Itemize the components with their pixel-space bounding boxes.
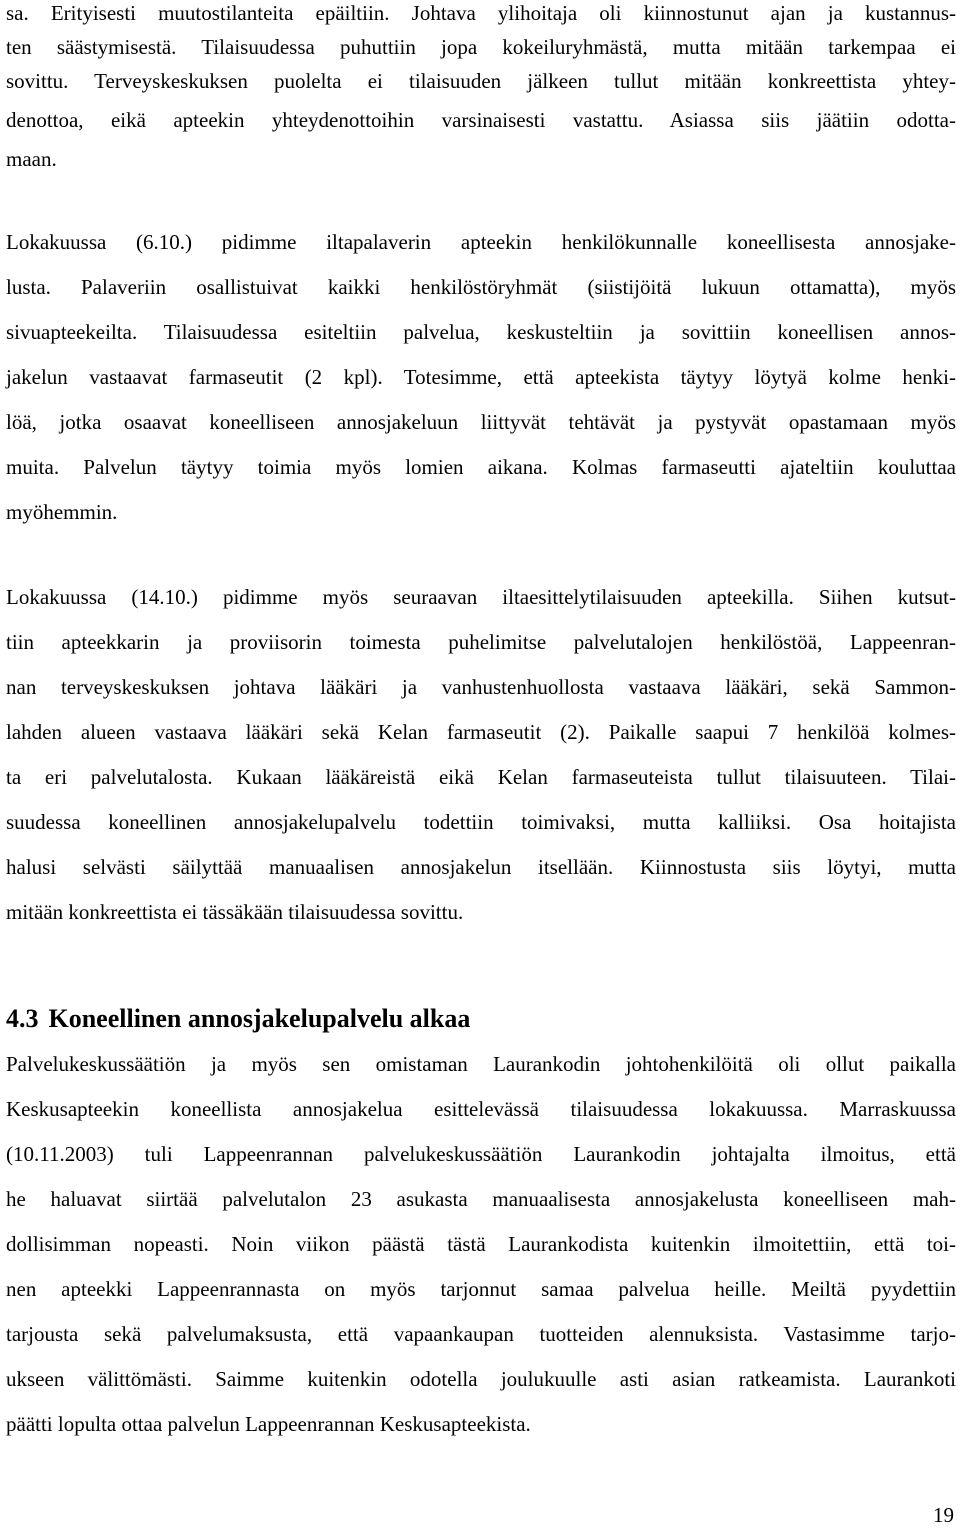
text-line: nan terveyskeskuksen johtava lääkäri ja vanhustenhuollosta vastaava lääkäri, sekä Sammon- xyxy=(6,675,956,699)
text-line: dollisimman nopeasti. Noin viikon päästä tästä Laurankodista kuitenkin ilmoitettiin, että toi- xyxy=(6,1232,956,1256)
text-line: Keskusapteekin koneellista annosjakelua esittelevässä tilaisuudessa lokakuussa. Marraskuussa xyxy=(6,1097,956,1121)
text-line: lusta. Palaveriin osallistuivat kaikki henkilöstöryhmät (siistijöitä lukuun ottamatta), myös xyxy=(6,275,956,299)
text-line: ta eri palvelutalosta. Kukaan lääkäreistä eikä Kelan farmaseuteista tullut tilaisuuteen. Tilai- xyxy=(6,765,956,789)
page-number: 19 xyxy=(933,1503,954,1527)
text-line: tarjousta sekä palvelumaksusta, että vapaankaupan tuotteiden alennuksista. Vastasimme tarjo- xyxy=(6,1322,956,1346)
text-line: muita. Palvelun täytyy toimia myös lomien aikana. Kolmas farmaseutti ajateltiin kouluttaa xyxy=(6,455,956,479)
text-line: sa. Erityisesti muutostilanteita epäiltiin. Johtava ylihoitaja oli kiinnostunut ajan ja kustannus- xyxy=(6,1,956,25)
text-line: sovittu. Terveyskeskuksen puolelta ei tilaisuuden jälkeen tullut mitään konkreettista yhtey- xyxy=(6,69,956,93)
section-number: 4.3 xyxy=(6,1004,39,1033)
text-line: Lokakuussa (14.10.) pidimme myös seuraavan iltaesittelytilaisuuden apteekilla. Siihen kutsut- xyxy=(6,585,956,609)
text-line: mitään konkreettista ei tässäkään tilaisuudessa sovittu. xyxy=(6,900,464,924)
text-line: he haluavat siirtää palvelutalon 23 asukasta manuaalisesta annosjakelusta koneelliseen mah- xyxy=(6,1187,956,1211)
section-heading xyxy=(6,1003,470,1035)
text-line: tiin apteekkarin ja proviisorin toimesta puhelimitse palvelutalojen henkilöstöä, Lappeenran- xyxy=(6,630,956,654)
text-line: halusi selvästi säilyttää manuaalisen annosjakelun itsellään. Kiinnostusta siis löytyi, mutta xyxy=(6,855,956,879)
section-title: Koneellinen annosjakelupalvelu alkaa xyxy=(48,1004,471,1033)
text-line: (10.11.2003) tuli Lappeenrannan palvelukeskussäätiön Laurankodin johtajalta ilmoitus, että xyxy=(6,1142,956,1166)
text-line: Lokakuussa (6.10.) pidimme iltapalaverin apteekin henkilökunnalle koneellisesta annosjake- xyxy=(6,230,956,254)
text-line: denottoa, eikä apteekin yhteydenottoihin varsinaisesti vastattu. Asiassa siis jäätiin odotta- xyxy=(6,108,956,132)
text-line: jakelun vastaavat farmaseutit (2 kpl). Totesimme, että apteekista täytyy löytyä kolme henki- xyxy=(6,365,956,389)
text-line: suudessa koneellinen annosjakelupalvelu todettiin toimivaksi, mutta kalliiksi. Osa hoitajista xyxy=(6,810,956,834)
text-line: lahden alueen vastaava lääkäri sekä Kelan farmaseutit (2). Paikalle saapui 7 henkilöä kolmes- xyxy=(6,720,956,744)
text-line: Palvelukeskussäätiön ja myös sen omistaman Laurankodin johtohenkilöitä oli ollut paikalla xyxy=(6,1052,956,1076)
text-line: nen apteekki Lappeenrannasta on myös tarjonnut samaa palvelua heille. Meiltä pyydettiin xyxy=(6,1277,956,1301)
text-line: päätti lopulta ottaa palvelun Lappeenrannan Keskusapteekista. xyxy=(6,1412,531,1436)
text-line: löä, jotka osaavat koneelliseen annosjakeluun liittyvät tehtävät ja pystyvät opastamaan myös xyxy=(6,410,956,434)
text-line: sivuapteekeilta. Tilaisuudessa esiteltiin palvelua, keskusteltiin ja sovittiin koneellisen annos- xyxy=(6,320,956,344)
text-line: maan. xyxy=(6,147,57,171)
text-line: myöhemmin. xyxy=(6,500,118,524)
text-line: ten säästymisestä. Tilaisuudessa puhuttiin jopa kokeiluryhmästä, mutta mitään tarkempaa ei xyxy=(6,35,956,59)
text-line: ukseen välittömästi. Saimme kuitenkin odotella joulukuulle asti asian ratkeamista. Laurankoti xyxy=(6,1367,956,1391)
